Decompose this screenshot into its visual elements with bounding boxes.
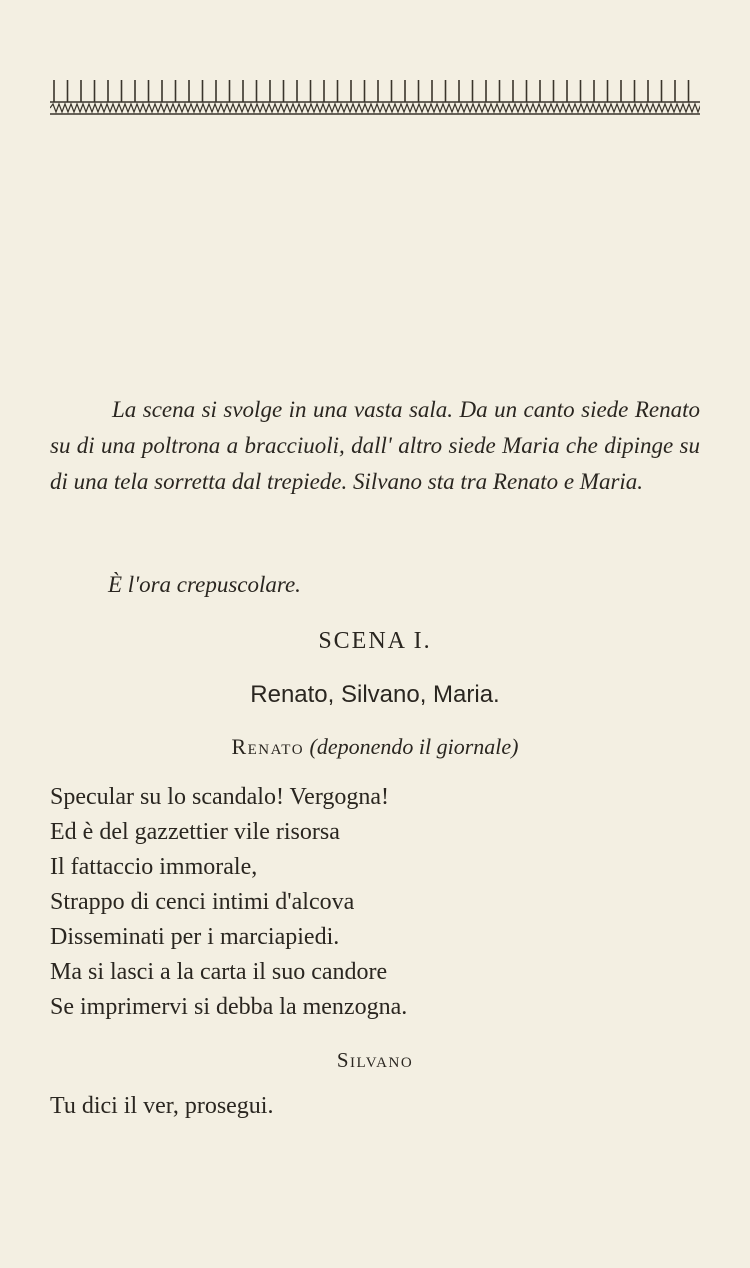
verse-line: Tu dici il ver, prosegui. bbox=[50, 1093, 274, 1119]
verse-block bbox=[50, 780, 407, 1025]
decorative-header-border bbox=[50, 76, 700, 120]
speaker-direction: (deponendo il giornale) bbox=[309, 734, 519, 759]
scene-characters: Renato, Silvano, Maria. bbox=[250, 681, 500, 708]
verse-line: Ma si lasci a la carta il suo candore bbox=[50, 959, 388, 985]
stage-direction-time: È l'ora crepuscolare. bbox=[108, 572, 301, 597]
scene-title: SCENA I. bbox=[318, 628, 432, 654]
speaker-heading bbox=[0, 734, 750, 760]
verse-line: Disseminati per i marciapiedi. bbox=[50, 924, 340, 950]
speaker-name: Renato bbox=[231, 734, 305, 759]
stage-direction-text: La scena si svolge in una vasta sala. Da un canto siede Renato su di una poltrona a bracciuoli, dall' altro siede Maria che dipinge su di una tela sorretta dal trepiede. Silvano sta tra Renato e Maria. bbox=[50, 397, 700, 494]
verse-line: Ed è del gazzettier vile risorsa bbox=[50, 819, 340, 845]
verse-line: Specular su lo scandalo! Vergogna! bbox=[50, 784, 390, 810]
stage-directions bbox=[50, 392, 700, 500]
verse-line: Se imprimervi si debba la menzogna. bbox=[50, 994, 408, 1020]
speaker-name: Silvano bbox=[336, 1048, 414, 1072]
verse-line: Il fattaccio immorale, bbox=[50, 854, 258, 880]
verse-line: Strappo di cenci intimi d'alcova bbox=[50, 889, 355, 915]
